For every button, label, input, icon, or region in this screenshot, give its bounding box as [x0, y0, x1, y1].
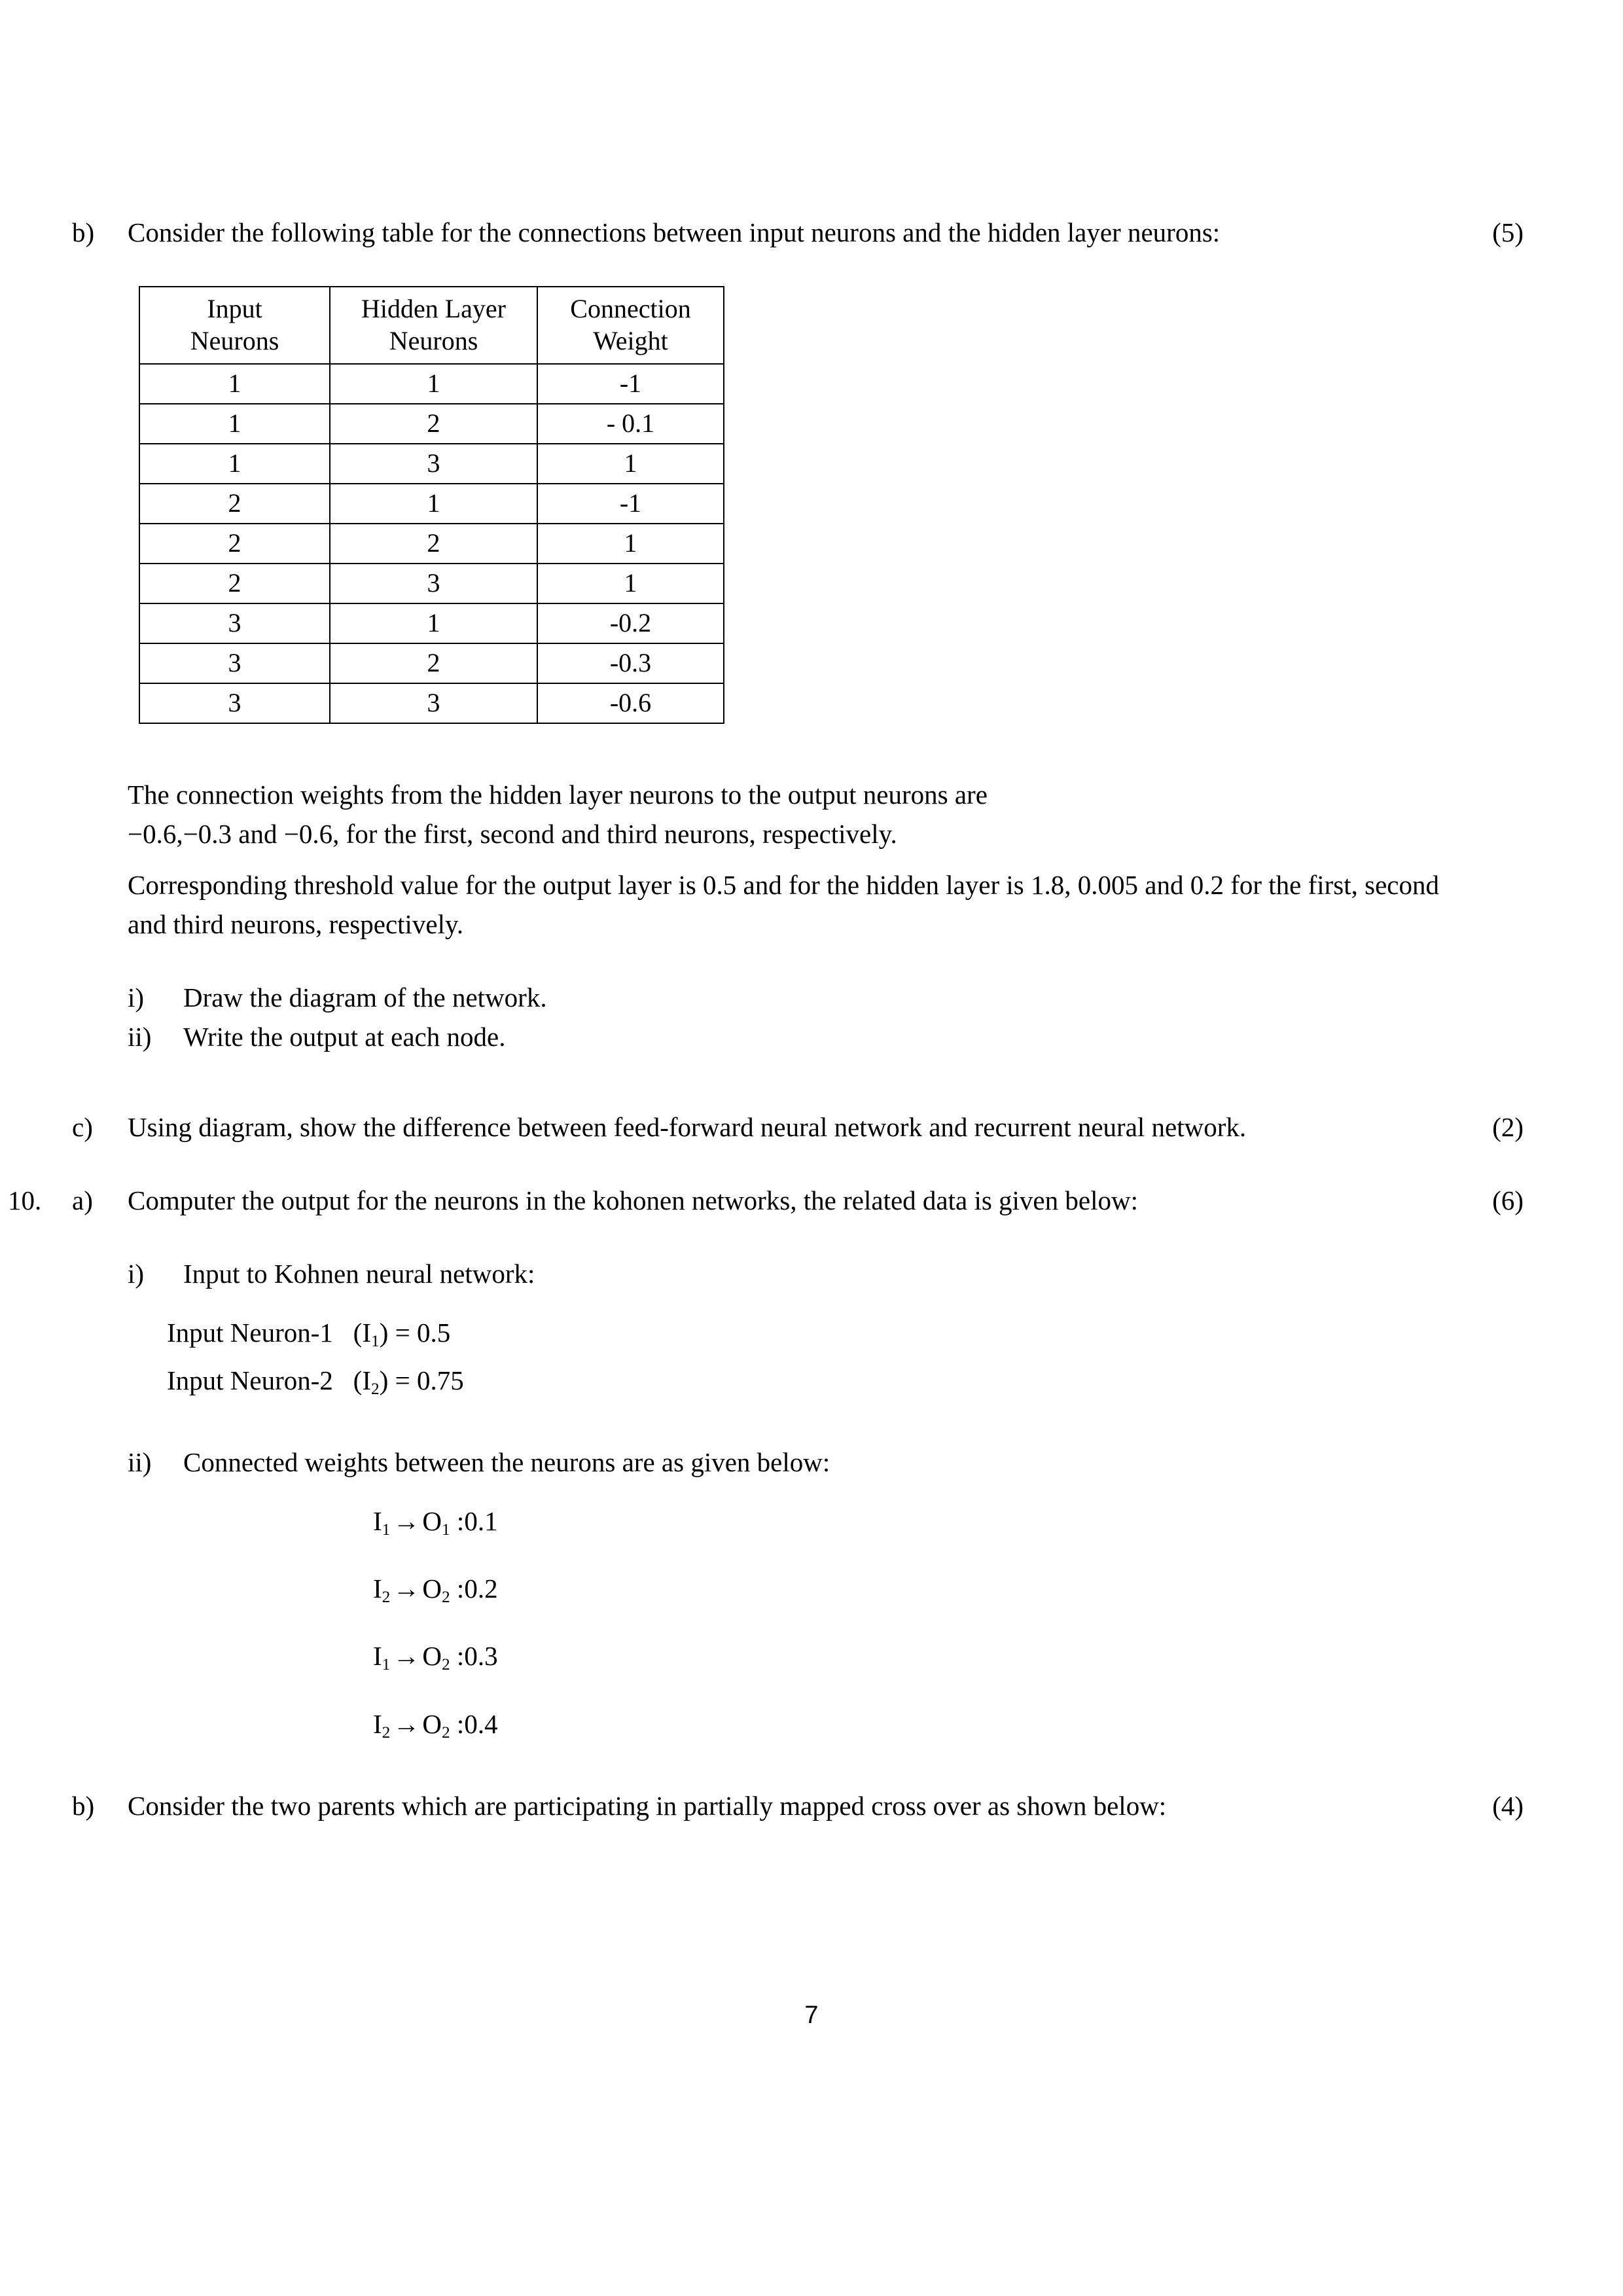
- connection-to-subscript: 2: [441, 1723, 450, 1742]
- cell-hidden-neuron: 3: [330, 564, 537, 603]
- colon-separator: :: [456, 1506, 465, 1537]
- input-neuron-1-subscript: 1: [370, 1332, 380, 1351]
- connection-from-subscript: 1: [382, 1655, 391, 1674]
- connection-to-symbol: O: [422, 1708, 442, 1739]
- question-9b-letter: b): [72, 217, 95, 247]
- weights-note-line-1: The connection weights from the hidden layer neurons to the output neurons are: [128, 780, 988, 810]
- table-row: [139, 643, 724, 683]
- input-neuron-2-subscript: 2: [370, 1380, 380, 1399]
- cell-input-neuron: 3: [139, 683, 330, 723]
- subitem-ii-text: Connected weights between the neurons are as given below:: [183, 1447, 830, 1478]
- paren-close: ): [379, 1318, 389, 1348]
- cell-input-neuron: 3: [139, 643, 330, 683]
- weights-values-first: −0.6,−0.3: [128, 819, 232, 849]
- cell-input-neuron: 3: [139, 603, 330, 643]
- paren-open: (: [353, 1365, 363, 1396]
- question-9c-text: Using diagram, show the difference between feed-forward neural network and recurrent neural network.: [128, 1112, 1247, 1142]
- connection-weight-value: 0.2: [464, 1573, 498, 1604]
- connection-weight-value: 0.4: [464, 1708, 498, 1739]
- header-line-1: Hidden Layer: [361, 294, 506, 323]
- question-9b-marks: (5): [1492, 217, 1524, 247]
- subitem-ii-letter: ii): [128, 1022, 152, 1052]
- question-10b: [0, 1786, 1623, 1825]
- connection-weight-table-wrap: [139, 286, 1623, 724]
- threshold-note: Corresponding threshold value for the output layer is 0.5 and for the hidden layer is 1.8, 0.005 and 0.2 for the first, second and third neurons, respectively.: [128, 870, 1439, 939]
- right-arrow-icon: →: [393, 1708, 420, 1739]
- input-neuron-2-value: 0.75: [416, 1365, 464, 1396]
- question-9b: [0, 213, 1623, 252]
- header-line-2: Weight: [593, 326, 668, 355]
- subitem-i-text: Input to Kohnen neural network:: [183, 1259, 535, 1289]
- question-9c-marks: (2): [1492, 1112, 1524, 1142]
- cell-hidden-neuron: 3: [330, 444, 537, 484]
- input-neuron-1-label: Input Neuron-1: [167, 1318, 333, 1348]
- question-9b-subitem-ii: [0, 1017, 1623, 1056]
- cell-weight: 1: [537, 564, 724, 603]
- input-neuron-2-symbol: I: [362, 1365, 371, 1396]
- cell-input-neuron: 2: [139, 564, 330, 603]
- table-row: [139, 603, 724, 643]
- header-line-2: Neurons: [389, 326, 478, 355]
- connection-weight-line-1: [373, 1501, 1623, 1549]
- connection-to-subscript: 1: [441, 1520, 450, 1539]
- cell-weight: 1: [537, 524, 724, 564]
- paren-open: (: [353, 1318, 363, 1348]
- connection-weight-value: 0.1: [464, 1506, 498, 1537]
- cell-hidden-neuron: 1: [330, 364, 537, 404]
- colon-separator: :: [456, 1573, 465, 1604]
- table-row: [139, 564, 724, 603]
- question-9b-text: Consider the following table for the connections between input neurons and the hidden layer neurons:: [128, 217, 1221, 247]
- cell-input-neuron: 1: [139, 404, 330, 444]
- cell-hidden-neuron: 1: [330, 484, 537, 524]
- question-10a-text: Computer the output for the neurons in the kohonen networks, the related data is given below:: [128, 1185, 1138, 1215]
- connection-from-symbol: I: [373, 1641, 382, 1672]
- header-line-1: Input: [207, 294, 262, 323]
- subitem-ii-letter: ii): [128, 1447, 152, 1478]
- cell-input-neuron: 1: [139, 444, 330, 484]
- page-number: 7: [804, 2001, 819, 2029]
- cell-input-neuron: 1: [139, 364, 330, 404]
- question-10b-text: Consider the two parents which are participating in partially mapped cross over as shown below:: [128, 1790, 1167, 1821]
- question-10b-letter: b): [72, 1790, 95, 1821]
- question-9b-subitem-i: [0, 978, 1623, 1017]
- connection-to-subscript: 2: [441, 1655, 450, 1674]
- paren-close: ): [379, 1365, 389, 1396]
- cell-hidden-neuron: 3: [330, 683, 537, 723]
- column-header-hidden-layer-neurons: [330, 287, 537, 364]
- cell-weight: -1: [537, 364, 724, 404]
- subitem-ii-text: Write the output at each node.: [183, 1022, 506, 1052]
- cell-input-neuron: 2: [139, 524, 330, 564]
- cell-weight: -1: [537, 484, 724, 524]
- connection-weight-line-3: [373, 1636, 1623, 1684]
- connection-to-symbol: O: [422, 1641, 442, 1672]
- table-row: [139, 524, 724, 564]
- weights-note-line-2: [128, 814, 1472, 853]
- table-row: [139, 404, 724, 444]
- table-row: [139, 364, 724, 404]
- cell-hidden-neuron: 2: [330, 404, 537, 444]
- column-header-input-neurons: [139, 287, 330, 364]
- weights-values-second: −0.6,: [283, 819, 340, 849]
- connection-to-subscript: 2: [441, 1588, 450, 1607]
- subitem-i-letter: i): [128, 982, 145, 1013]
- equals-sign: =: [395, 1365, 410, 1396]
- right-arrow-icon: →: [393, 1641, 420, 1672]
- question-10a-letter: a): [72, 1185, 93, 1215]
- question-10a: [0, 1181, 1623, 1220]
- header-line-1: Connection: [570, 294, 691, 323]
- subitem-i-letter: i): [128, 1259, 145, 1289]
- input-neuron-1-value: 0.5: [416, 1318, 451, 1348]
- table-row: [139, 484, 724, 524]
- table-header-row: [139, 287, 724, 364]
- connection-weight-line-2: [373, 1569, 1623, 1617]
- input-neuron-2-label: Input Neuron-2: [167, 1365, 333, 1396]
- cell-weight: 1: [537, 444, 724, 484]
- cell-hidden-neuron: 2: [330, 643, 537, 683]
- cell-hidden-neuron: 2: [330, 524, 537, 564]
- weights-note-and: and: [238, 819, 277, 849]
- connection-from-subscript: 2: [382, 1723, 391, 1742]
- connection-from-subscript: 1: [382, 1520, 391, 1539]
- connection-from-symbol: I: [373, 1708, 382, 1739]
- table-row: [139, 444, 724, 484]
- question-10-number: 10.: [8, 1185, 42, 1215]
- connection-weight-table: [139, 286, 724, 724]
- right-arrow-icon: →: [393, 1506, 420, 1537]
- cell-weight: -0.6: [537, 683, 724, 723]
- cell-weight: - 0.1: [537, 404, 724, 444]
- equals-sign: =: [395, 1318, 410, 1348]
- cell-weight: -0.2: [537, 603, 724, 643]
- connection-from-symbol: I: [373, 1573, 382, 1604]
- connection-weight-value: 0.3: [464, 1641, 498, 1672]
- column-header-connection-weight: [537, 287, 724, 364]
- colon-separator: :: [456, 1641, 465, 1672]
- cell-weight: -0.3: [537, 643, 724, 683]
- cell-input-neuron: 2: [139, 484, 330, 524]
- question-10a-marks: (6): [1492, 1185, 1524, 1215]
- header-line-2: Neurons: [190, 326, 279, 355]
- weights-note-tail: for the first, second and third neurons, respectively.: [346, 819, 897, 849]
- colon-separator: :: [456, 1708, 465, 1739]
- connection-from-subscript: 2: [382, 1588, 391, 1607]
- input-neuron-1-line: [167, 1313, 1623, 1361]
- connection-weight-line-4: [373, 1704, 1623, 1752]
- input-neuron-1-symbol: I: [362, 1318, 371, 1348]
- connection-from-symbol: I: [373, 1506, 382, 1537]
- right-arrow-icon: →: [393, 1573, 420, 1604]
- input-neuron-2-line: [167, 1361, 1623, 1408]
- table-row: [139, 683, 724, 723]
- question-9c-letter: c): [72, 1112, 93, 1142]
- cell-hidden-neuron: 1: [330, 603, 537, 643]
- hidden-to-output-weights-note: [128, 775, 1472, 853]
- connection-to-symbol: O: [422, 1506, 442, 1537]
- connection-to-symbol: O: [422, 1573, 442, 1604]
- subitem-i-text: Draw the diagram of the network.: [183, 982, 547, 1013]
- question-10b-marks: (4): [1492, 1790, 1524, 1821]
- question-10a-subitem-i: [0, 1254, 1623, 1293]
- question-10a-subitem-ii: [0, 1443, 1623, 1482]
- question-9c: [0, 1107, 1623, 1147]
